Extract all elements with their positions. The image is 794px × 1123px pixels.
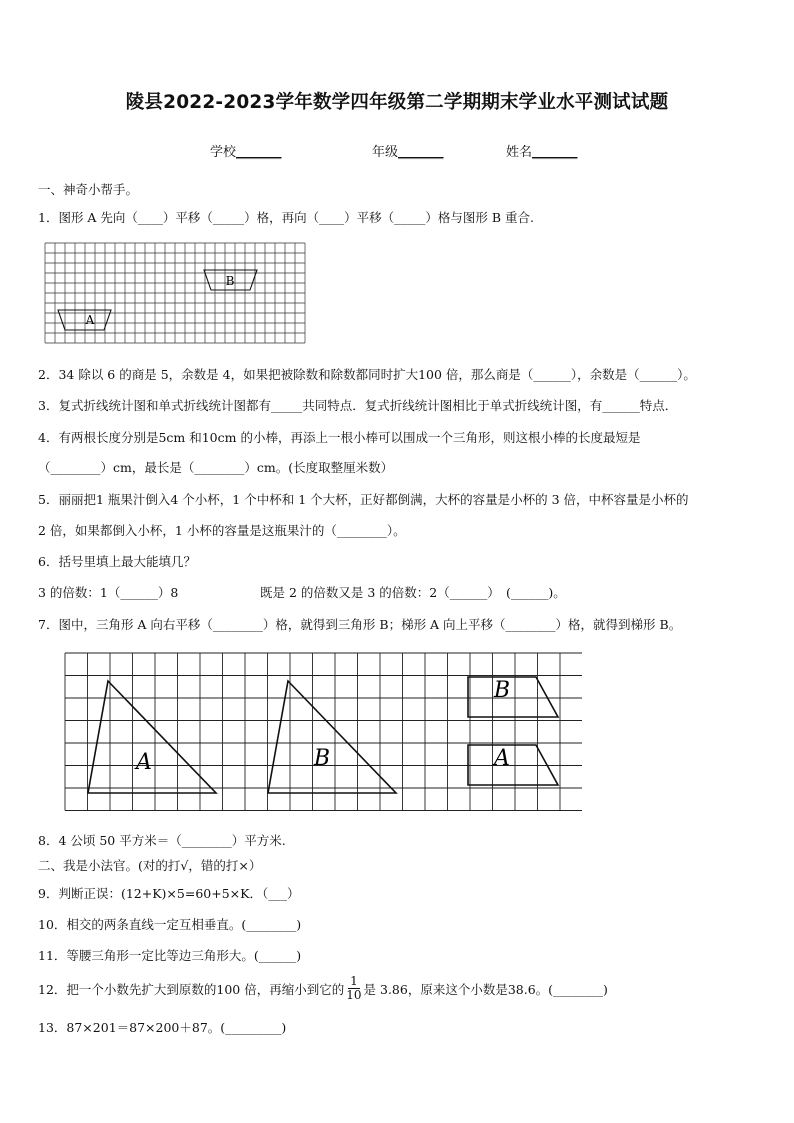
grid2-label-trapezoid-a: A (494, 746, 510, 771)
section-2-heading: 二、我是小法官。(对的打√，错的打×） (38, 858, 262, 873)
question-11: 11．等腰三角形一定比等边三角形大。(______) (38, 948, 302, 963)
page-title: 陵县2022-2023学年数学四年级第二学期期末学业水平测试试题 (125, 92, 669, 113)
question-2: 2．34 除以 6 的商是 5，余数是 4，如果把被除数和除数都同时扩大100 倍，那么商是（______），余数是（______）。 (38, 367, 696, 382)
question-5-line-1: 5．丽丽把1 瓶果汁倒入4 个小杯，1 个中杯和 1 个大杯，正好都倒满，大杯的容量是小杯的 3 倍，中杯容量是小杯的 (38, 492, 689, 507)
question-6-part-a: 3 的倍数：1（______）8 (38, 585, 179, 600)
school-blank: _______ (236, 145, 282, 160)
name-field (506, 141, 578, 160)
grid-figure-1 (44, 242, 310, 348)
question-4-line-1: 4．有两根长度分别是5cm 和10cm 的小棒，再添上一根小棒可以围成一个三角形，则这根小棒的长度最短是 (38, 430, 641, 445)
school-field (210, 141, 282, 160)
question-6: 6．括号里填上最大能填几？ (38, 554, 196, 569)
question-4-line-2: （________）cm，最长是（________）cm。(长度取整厘米数） (38, 460, 394, 475)
grid-figure-2 (64, 651, 582, 821)
grid1-label-b: B (225, 274, 235, 288)
question-7: 7．图中，三角形 A 向右平移（________）格，就得到三角形 B；梯形 A 向上平移（________）格，就得到梯形 B。 (38, 617, 682, 632)
section-1-heading: 一、神奇小帮手。 (38, 182, 139, 197)
question-5-line-2: 2 倍，如果都倒入小杯，1 小杯的容量是这瓶果汁的（________）。 (38, 523, 406, 538)
grade-field (372, 141, 444, 160)
grid2-label-trapezoid-b: B (493, 678, 511, 703)
grade-blank: _______ (398, 145, 444, 160)
question-1: 1．图形 A 先向（____）平移（_____）格，再向（____）平移（_____）格与图形 B 重合. (38, 210, 535, 225)
trapezoid-b-grid2 (468, 677, 558, 717)
question-12-text-after: 是 3.86，原来这个小数是38.6。(________) (363, 981, 608, 997)
question-12-text-before: 12．把一个小数先扩大到原数的100 倍，再缩小到它的 (38, 981, 345, 997)
question-13: 13．87×201＝87×200＋87。(_________) (38, 1020, 287, 1035)
grid2-label-triangle-b: B (313, 746, 331, 771)
school-label: 学校 (210, 145, 237, 160)
fraction-one-tenth (346, 975, 361, 1002)
name-blank: _______ (532, 145, 578, 160)
fraction-numerator: 1 (350, 974, 358, 988)
question-3: 3．复式折线统计图和单式折线统计图都有_____共同特点．复式折线统计图相比于单式折线统计图，有______特点． (38, 398, 678, 413)
question-12 (38, 975, 608, 1002)
trapezoid-a-grid2 (468, 745, 558, 785)
question-6-part-b: 既是 2 的倍数又是 3 的倍数：2（______） (______)。 (260, 585, 566, 600)
fraction-denominator: 10 (346, 988, 362, 1002)
grade-label: 年级 (372, 145, 399, 160)
grid1-label-a: A (85, 313, 95, 327)
name-label: 姓名 (506, 145, 533, 160)
grid2-label-triangle-a: A (136, 750, 152, 775)
question-9: 9．判断正误：(12+K)×5=60+5×K．（___） (38, 886, 300, 901)
question-10: 10．相交的两条直线一定互相垂直。(________) (38, 917, 302, 932)
question-8: 8．4 公顷 50 平方米＝（________）平方米. (38, 833, 286, 848)
